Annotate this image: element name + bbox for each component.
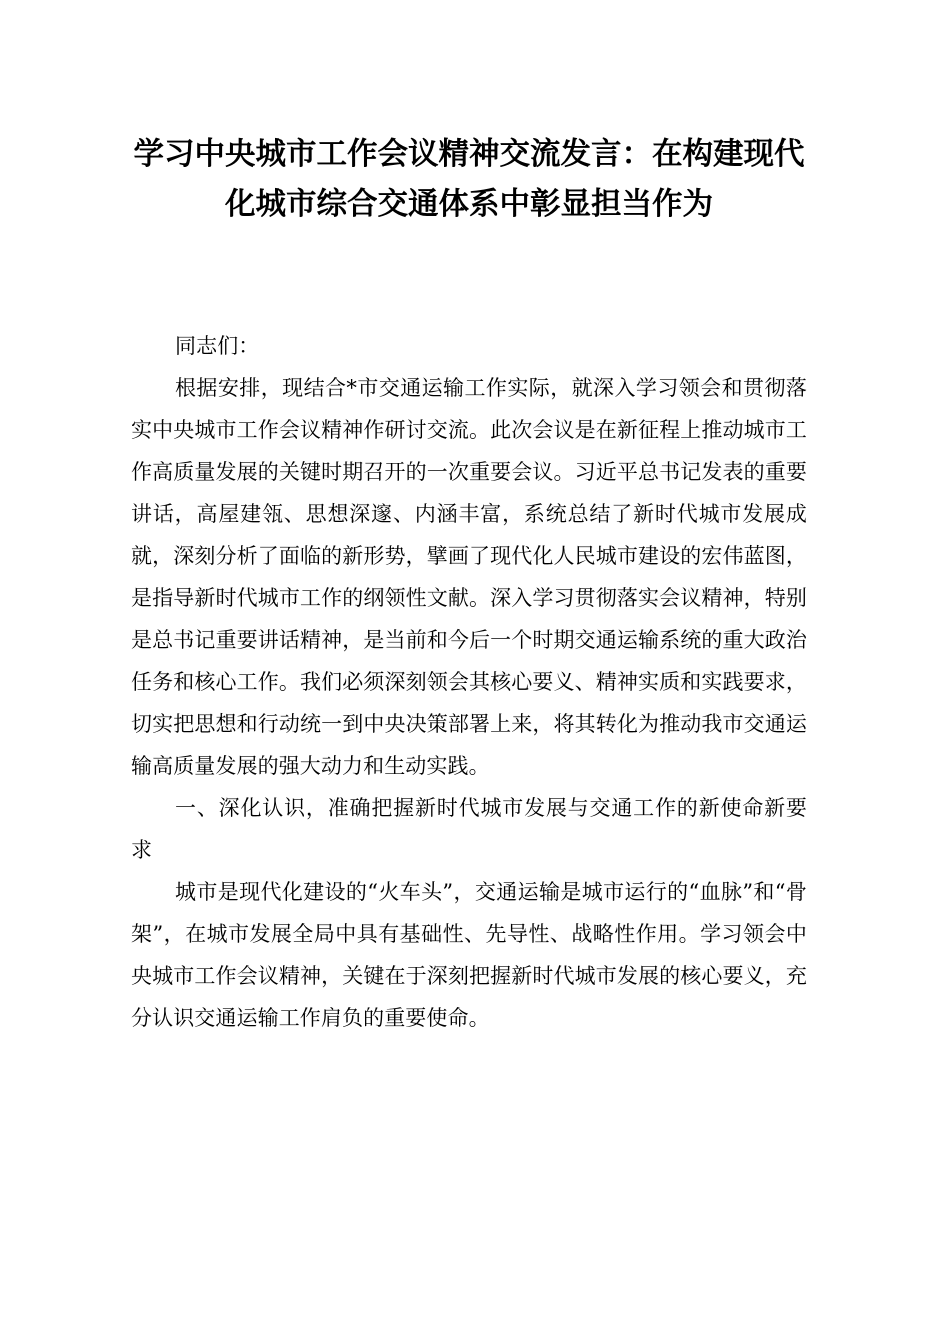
- page-title: 学习中央城市工作会议精神交流发言：在构建现代化城市综合交通体系中彰显担当作为: [133, 137, 805, 222]
- salutation-line: 同志们：: [175, 334, 260, 358]
- document-body-text: [131, 325, 807, 1039]
- paragraph-intro: 根据安排，现结合*市交通运输工作实际，就深入学习领会和贯彻落实中央城市工作会议精神作研讨交流。此次会议是在新征程上推动城市工作高质量发展的关键时期召开的一次重要会议。习近平总书记发表的重要讲话，高屋建瓴、思想深邃、内涵丰富，系统总结了新时代城市发展成就，深刻分析了面临的新形势，擘画了现代化人民城市建设的宏伟蓝图，是指导新时代城市工作的纲领性文献。深入学习贯彻落实会议精神，特别是总书记重要讲话精神，是当前和今后一个时期交通运输系统的重大政治任务和核心工作。我们必须深刻领会其核心要义、精神实质和实践要求，切实把思想和行动统一到中央决策部署上来，将其转化为推动我市交通运输高质量发展的强大动力和生动实践。: [131, 376, 807, 778]
- section-1-paragraph-1: 城市是现代化建设的“火车头”，交通运输是城市运行的“血脉”和“骨架”，在城市发展全局中具有基础性、先导性、战略性作用。学习领会中央城市工作会议精神，关键在于深刻把握新时代城市发展的核心要义，充分认识交通运输工作肩负的重要使命。: [131, 880, 807, 1030]
- section-heading-1: 一、深化认识，准确把握新时代城市发展与交通工作的新使命新要求: [131, 796, 807, 862]
